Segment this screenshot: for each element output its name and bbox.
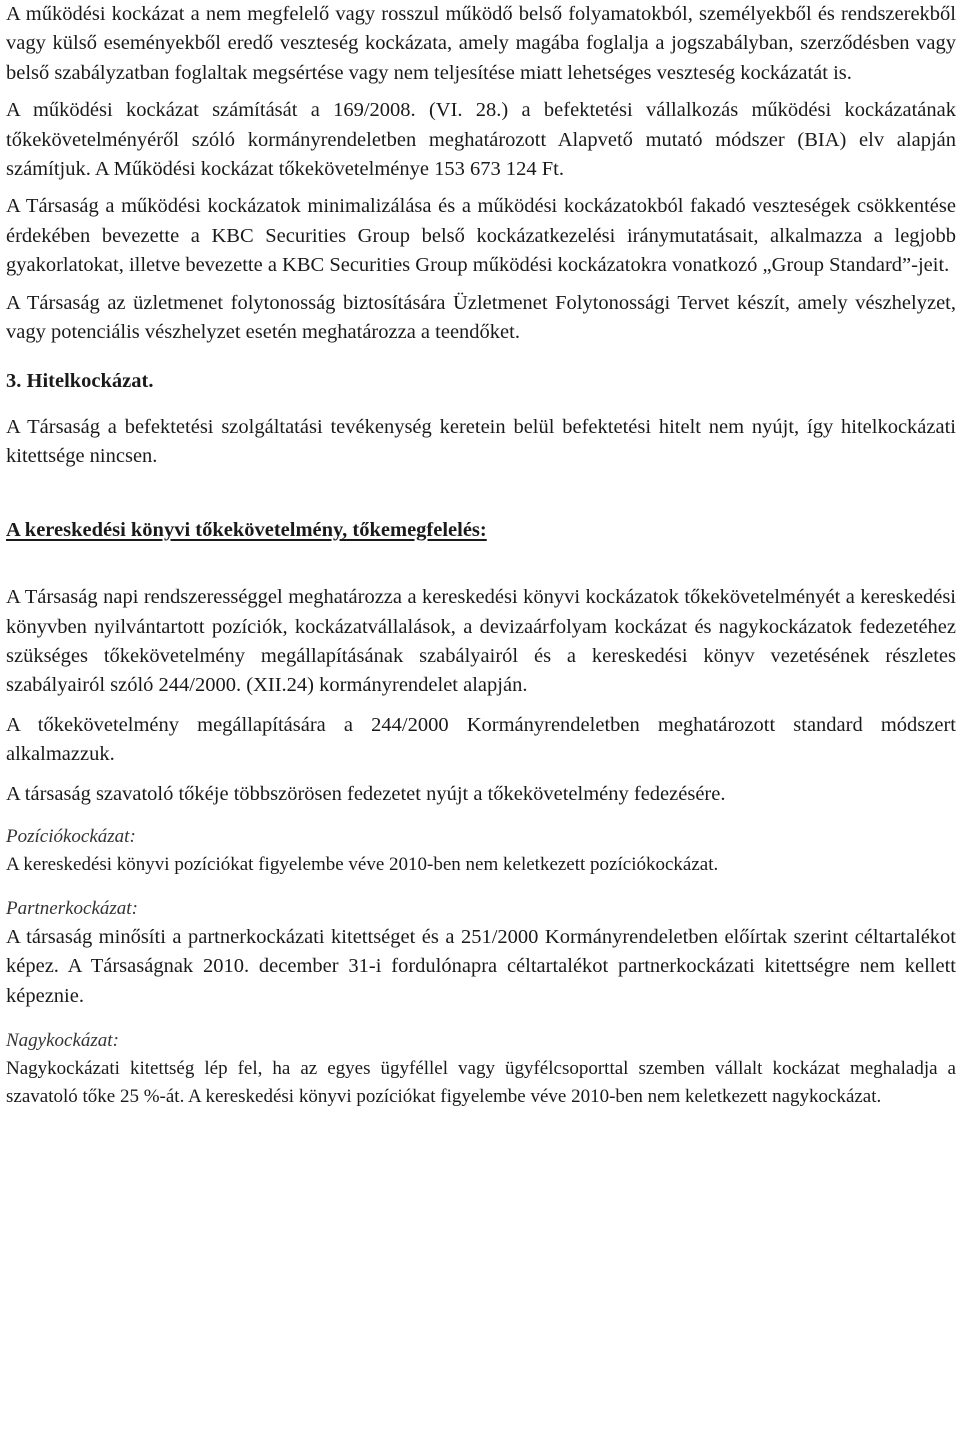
paragraph-business-continuity: A Társaság az üzletmenet folytonosság biztosítására Üzletmenet Folytonossági Tervet készít, amely vészhelyzet, vagy potenciális vészhelyzet esetén meghatározza a teendőket. (6, 291, 956, 344)
document-page (6, 0, 956, 1111)
paragraph-large-exposure: Nagykockázati kitettség lép fel, ha az egyes ügyféllel vagy ügyfélcsoporttal szemben vállalt kockázat meghaladja a szavatoló tőke 25 %-át. A kereskedési könyvi pozíciókat figyelembe véve 2010-ben nem keletkezett nagykockázat. (6, 1058, 956, 1108)
paragraph-credit-risk: A Társaság a befektetési szolgáltatási tevékenység keretein belül befektetési hitelt nem nyújt, így hitelkockázati kitettsége nincsen. (6, 415, 956, 468)
subheading-large-exposure: Nagykockázat: (6, 1030, 119, 1052)
subheading-position-risk: Pozíciókockázat: (6, 825, 136, 847)
section-heading-trading-book: A kereskedési könyvi tőkekövetelmény, tőkemegfelelés: (6, 518, 487, 541)
paragraph-standard-method: A tőkekövetelmény megállapítására a 244/2000 Kormányrendeletben meghatározott standard módszert alkalmazzuk. (6, 713, 956, 766)
paragraph-position-risk: A kereskedési könyvi pozíciókat figyelembe véve 2010-ben nem keletkezett pozíciókockázat. (6, 853, 719, 875)
subheading-counterparty-risk: Partnerkockázat: (6, 897, 138, 919)
paragraph-trading-book-capital: A Társaság napi rendszerességgel meghatározza a kereskedési könyvi kockázatok tőkekövetelményét a kereskedési könyvben nyilvántartott pozíciók, kockázatvállalások, a devizaárfolyam kockázat és nagykockázatok fedezetéhez szükséges tőkekövetelmény megállapításának szabályairól és a kereskedési könyv vezetésének részletes szabályairól szóló 244/2000. (XII.24) kormányrendelet alapján. (6, 586, 956, 697)
paragraph-operational-risk-definition: A működési kockázat a nem megfelelő vagy rosszul működő belső folyamatokból, személyekből és rendszerekből vagy külső eseményekből eredő veszteség kockázata, amely magába foglalja a jogszabályban, szerződésben vagy belső szabályzatban foglaltak megsértése vagy nem teljesítése miatt lehetséges veszteség kockázatát is. (6, 3, 956, 84)
paragraph-operational-risk-calculation: A működési kockázat számítását a 169/2008. (VI. 28.) a befektetési vállalkozás működési kockázatának tőkekövetelményéről szóló kormányrendeletben meghatározott Alapvető mutató módszer (BIA) elv alapján számítjuk. A Működési kockázat tőkekövetelménye 153 673 124 Ft. (6, 99, 956, 181)
paragraph-counterparty-risk: A társaság minősíti a partnerkockázati kitettséget és a 251/2000 Kormányrendeletben előírtak szerint céltartalékot képez. A Társaságnak 2010. december 31-i fordulónapra céltartalékot partnerkockázati kitettségre nem kellett képeznie. (6, 925, 956, 1007)
paragraph-risk-minimization: A Társaság a működési kockázatok minimalizálása és a működési kockázatokból fakadó veszteségek csökkentése érdekében bevezette a KBC Securities Group belső kockázatkezelési iránymutatásait, alkalmazza a legjobb gyakorlatokat, illetve bevezette a KBC Securities Group működési kockázatokra vonatkozó „Group Standard”-jeit. (6, 195, 956, 277)
section-heading-credit-risk: 3. Hitelkockázat. (6, 370, 154, 393)
paragraph-own-funds: A társaság szavatoló tőkéje többszörösen fedezetet nyújt a tőkekövetelmény fedezésére. (6, 782, 726, 805)
